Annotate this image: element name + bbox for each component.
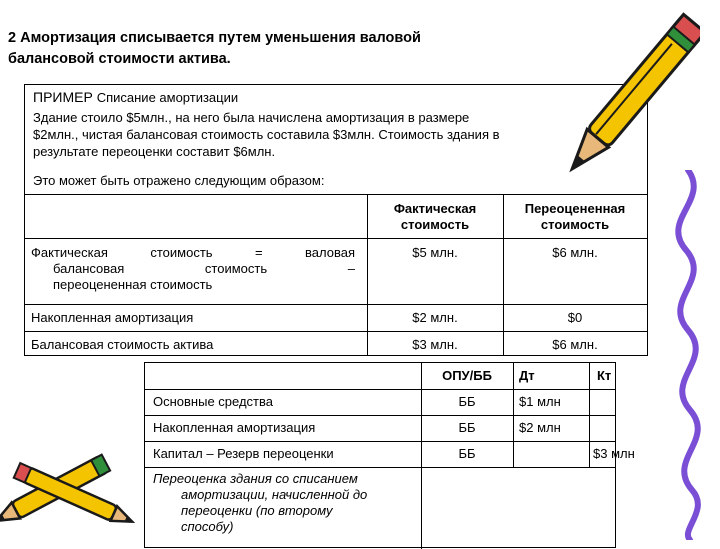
example-paragraph (33, 109, 641, 160)
table2-header-rule (145, 389, 615, 390)
table2-col-rule-2 (513, 363, 514, 467)
example-subtitle: Списание амортизации (96, 90, 239, 105)
table1-top-rule (25, 194, 647, 195)
table2-row2-label: Накопленная амортизация (153, 420, 316, 435)
table1-row3-actual: $3 млн. (412, 337, 458, 352)
table2-row3-label: Капитал – Резерв переоценки (153, 446, 334, 461)
table1-row1-label-line2: балансовая стоимость – (53, 261, 355, 276)
example-keyword: ПРИМЕР (33, 89, 93, 105)
table2-row3-opu: ББ (458, 446, 476, 461)
table2-row4-line1: Переоценка здания со списанием (153, 471, 358, 486)
table1-col-revalued-header (503, 201, 647, 233)
example-line-1: Здание стоило $5млн., на него была начислена амортизация в размере (33, 110, 470, 125)
table2-row4-line2: амортизации, начисленной до (181, 487, 368, 502)
table1-row1-label-line1: Фактическая стоимость = валовая (31, 245, 355, 260)
table2-row2-dt: $2 млн (519, 420, 561, 435)
example-line-3: результате переоценки составит $6млн. (33, 144, 276, 159)
table2-row1-label: Основные средства (153, 394, 273, 409)
table1-row2-actual: $2 млн. (412, 310, 458, 325)
table2-row1-opu: ББ (458, 394, 476, 409)
table2-row1-rule (145, 415, 615, 416)
table1-row2-label: Накопленная амортизация (31, 310, 194, 325)
table2-row1-dt: $1 млн (519, 394, 561, 409)
table2-row4-col-rule (421, 467, 422, 549)
crossed-pencils-icon (0, 432, 140, 540)
table2-row4-line3: переоценки (по второму (181, 503, 333, 518)
table2-col-dt: Дт (519, 368, 535, 383)
table1-row2-revalued: $0 (567, 310, 583, 325)
slide-heading (8, 28, 568, 70)
table1-row3-revalued: $6 млн. (552, 337, 598, 352)
example-note: Это может быть отражено следующим образом: (33, 173, 325, 188)
heading-line-1: 2 Амортизация списывается путем уменьшения валовой (8, 30, 421, 46)
table2-col-opu: ОПУ/ББ (442, 368, 492, 383)
table2-col-kt: Кт (597, 368, 612, 383)
table1-row1-label-line3: переоцененная стоимость (53, 277, 213, 292)
table1-col-actual-line2: стоимость (400, 217, 470, 232)
table1-row1-revalued: $6 млн. (552, 245, 598, 260)
table1-row1-rule (25, 304, 647, 305)
example-header (33, 89, 238, 105)
table1-col-revalued-line2: стоимость (540, 217, 610, 232)
table2-row2-opu: ББ (458, 420, 476, 435)
table2-row2-rule (145, 441, 615, 442)
table1-row1-actual: $5 млн. (412, 245, 458, 260)
example-box (24, 84, 648, 356)
table2-row3-rule (145, 467, 615, 468)
spiral-decoration-icon (650, 170, 720, 540)
journal-table (144, 362, 635, 548)
table1-col-revalued-line1: Переоцененная (524, 201, 626, 216)
table2-col-rule-3 (589, 363, 590, 467)
table1-header-rule (25, 238, 647, 239)
table1-row1-label (31, 245, 355, 293)
table1-col-actual-header (367, 201, 503, 233)
table2-row4-description (153, 471, 421, 535)
heading-line-2: балансовой стоимости актива. (8, 51, 231, 67)
table1-col-actual-line1: Фактическая (393, 201, 477, 216)
table1-row2-rule (25, 331, 647, 332)
example-line-2: $2млн., чистая балансовая стоимость составила $3млн. Стоимость здания в (33, 127, 500, 142)
table2-row3-kt: $3 млн (593, 446, 635, 461)
table2-row4-line4: способу) (181, 519, 234, 534)
table1-row3-label: Балансовая стоимость актива (31, 337, 214, 352)
